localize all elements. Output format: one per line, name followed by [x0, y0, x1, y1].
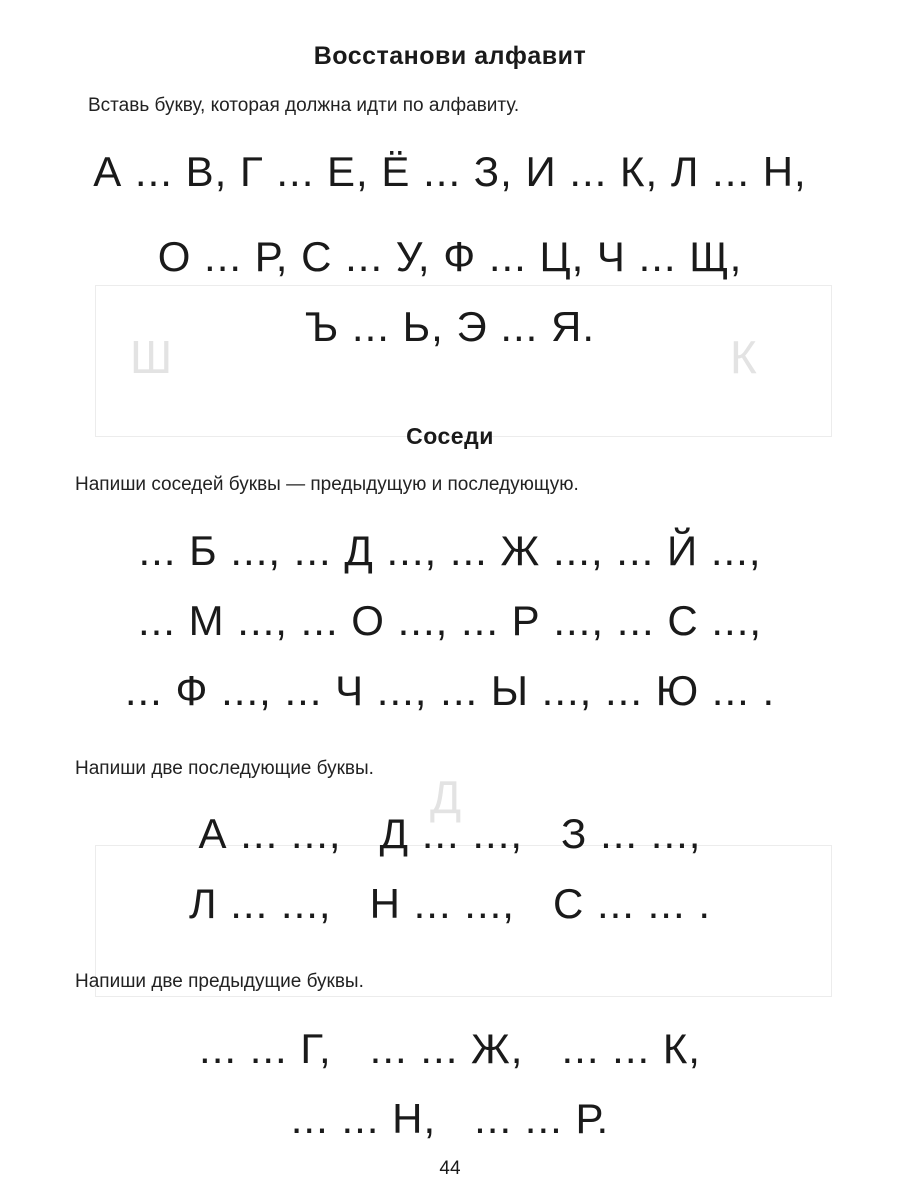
neighbors-line-1: ... Б ..., ... Д ..., ... Ж ..., ... Й ...,	[138, 527, 762, 574]
ghost-letters: Д	[430, 771, 462, 823]
previous-two-line-1: ... ... Г, ... ... Ж, ... ... К,	[199, 1025, 701, 1072]
ghost-letters: Ш	[130, 331, 173, 383]
alphabet-line-2: О ... Р, С ... У, Ф ... Ц, Ч ... Щ,	[157, 233, 743, 280]
instruction-alphabet: Вставь букву, которая должна идти по алфавиту.	[88, 95, 520, 116]
instruction-previous-two: Напиши две предыдущие буквы.	[75, 971, 364, 992]
previous-two-line-2: ... ... Н, ... ... Р.	[290, 1095, 610, 1142]
instruction-neighbors: Напиши соседей буквы — предыдущую и последующую.	[75, 474, 579, 495]
page-number: 44	[439, 1158, 461, 1179]
ghost-letters: К	[730, 331, 757, 383]
neighbors-line-3: ... Ф ..., ... Ч ..., ... Ы ..., ... Ю ... .	[124, 667, 776, 714]
instruction-next-two: Напиши две последующие буквы.	[75, 758, 374, 779]
alphabet-line-1: А ... В, Г ... Е, Ё ... З, И ... К, Л ... Н,	[93, 148, 807, 195]
neighbors-line-2: ... М ..., ... О ..., ... Р ..., ... С ...,	[137, 597, 763, 644]
next-two-line-2: Л ... ..., Н ... ..., С ... ... .	[189, 880, 711, 927]
section-title-alphabet: Восстанови алфавит	[313, 42, 587, 70]
section-title-neighbors: Соседи	[406, 423, 494, 449]
next-two-line-1: А ... ..., Д ... ..., З ... ...,	[198, 810, 702, 857]
alphabet-line-3: Ъ ... Ь, Э ... Я.	[304, 303, 596, 350]
